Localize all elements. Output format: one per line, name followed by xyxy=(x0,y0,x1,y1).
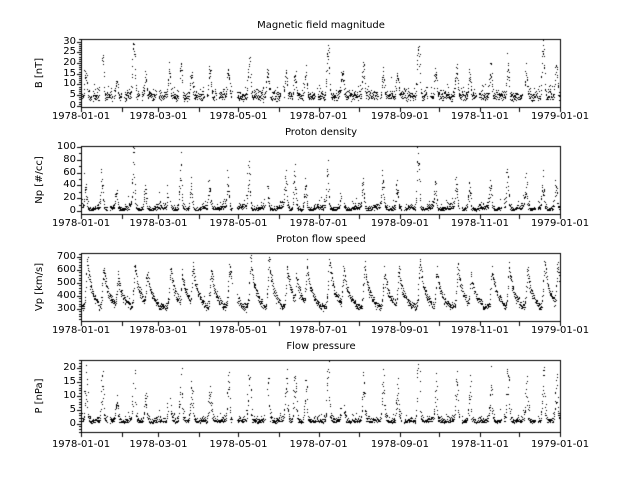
panel-4-title: Flow pressure xyxy=(286,341,356,352)
panel-4-ylabel: P [nPa] xyxy=(34,378,45,414)
x-tick-label: 1979-01-01 xyxy=(530,439,590,450)
x-tick-label: 1978-07-01 xyxy=(289,325,348,336)
y-tick-label: 15 xyxy=(63,376,76,387)
y-tick-label: 10 xyxy=(63,390,76,401)
y-tick-label: 60 xyxy=(63,167,76,178)
x-tick-label: 1978-11-01 xyxy=(450,111,509,122)
x-tick-label: 1978-11-01 xyxy=(450,439,509,450)
x-tick-label: 1978-03-01 xyxy=(129,111,188,122)
x-tick-label: 1978-01-01 xyxy=(51,218,111,229)
x-tick-label: 1979-01-01 xyxy=(530,111,590,122)
y-tick-label: 100 xyxy=(56,141,76,152)
x-tick-label: 1978-11-01 xyxy=(450,218,509,229)
y-tick-label: 500 xyxy=(56,277,76,288)
x-tick-label: 1978-09-01 xyxy=(370,439,429,450)
y-tick-label: 25 xyxy=(63,46,76,57)
panel-3-ylabel: Vp [km/s] xyxy=(34,262,45,312)
x-tick-label: 1978-05-01 xyxy=(209,111,268,122)
panel-1-ylabel: B [nT] xyxy=(34,57,45,89)
y-tick-label: 0 xyxy=(69,205,76,216)
x-tick-label: 1978-09-01 xyxy=(370,218,429,229)
y-tick-label: 80 xyxy=(63,154,76,165)
x-tick-label: 1978-05-01 xyxy=(209,218,268,229)
y-tick-label: 5 xyxy=(69,404,76,415)
x-tick-label: 1978-07-01 xyxy=(289,218,348,229)
x-tick-label: 1978-03-01 xyxy=(129,218,188,229)
y-tick-label: 20 xyxy=(63,57,76,68)
panel-2-ylabel: Np [#/cc] xyxy=(34,156,45,204)
y-tick-label: 20 xyxy=(63,362,76,373)
y-tick-label: 600 xyxy=(56,264,76,275)
y-tick-label: 5 xyxy=(69,89,76,100)
x-tick-label: 1978-05-01 xyxy=(209,439,268,450)
x-tick-label: 1978-03-01 xyxy=(129,325,188,336)
panel-3-title: Proton flow speed xyxy=(276,234,366,245)
x-tick-label: 1979-01-01 xyxy=(530,325,590,336)
y-tick-label: 10 xyxy=(63,78,76,89)
x-tick-label: 1978-07-01 xyxy=(289,439,348,450)
x-tick-label: 1978-09-01 xyxy=(370,111,429,122)
x-tick-label: 1978-07-01 xyxy=(289,111,348,122)
y-tick-label: 300 xyxy=(56,303,76,314)
y-tick-label: 700 xyxy=(56,251,76,262)
x-tick-label: 1978-01-01 xyxy=(51,111,111,122)
y-tick-label: 15 xyxy=(63,68,76,79)
y-tick-label: 40 xyxy=(63,179,76,190)
y-tick-label: 0 xyxy=(69,418,76,429)
x-tick-label: 1978-11-01 xyxy=(450,325,509,336)
y-tick-label: 400 xyxy=(56,290,76,301)
x-tick-label: 1979-01-01 xyxy=(530,218,590,229)
x-tick-label: 1978-01-01 xyxy=(51,439,111,450)
panel-2-title: Proton density xyxy=(284,127,358,138)
x-tick-label: 1978-01-01 xyxy=(51,325,111,336)
panel-1-title: Magnetic field magnitude xyxy=(257,20,385,31)
x-tick-label: 1978-03-01 xyxy=(129,439,188,450)
y-tick-label: 0 xyxy=(69,100,76,111)
y-tick-label: 20 xyxy=(63,192,76,203)
y-tick-label: 30 xyxy=(63,36,76,47)
x-tick-label: 1978-05-01 xyxy=(209,325,268,336)
x-tick-label: 1978-09-01 xyxy=(370,325,429,336)
